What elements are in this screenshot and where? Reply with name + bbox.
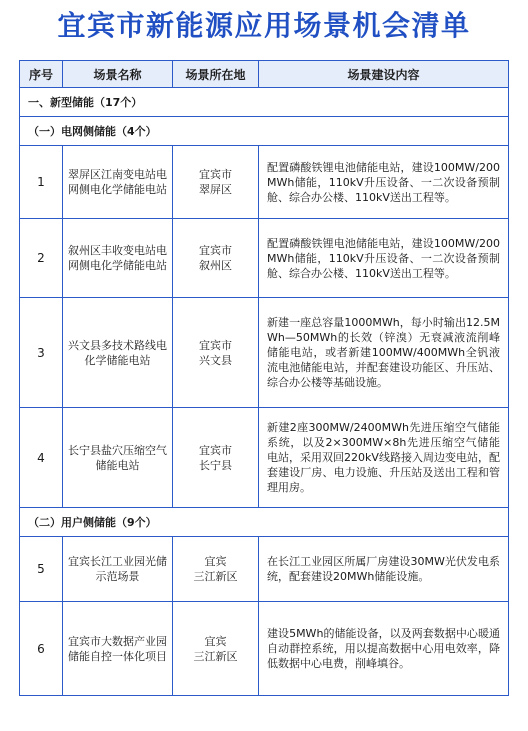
row-seq: 3 [20, 298, 63, 408]
table-row [20, 537, 509, 602]
table-row [20, 602, 509, 696]
row-seq: 5 [20, 537, 63, 602]
category-row [20, 88, 509, 117]
row-name: 兴文县多技术路线电化学储能电站 [63, 298, 173, 408]
row-content: 建设5MWh的储能设备，以及两套数据中心暖通自动群控系统，用以提高数据中心用电效率，降低数据中心电费，削峰填谷。 [259, 602, 509, 696]
row-content: 配置磷酸铁锂电池储能电站，建设100MW/200MWh储能，110kV升压设备、一二次设备预制舱、综合办公楼、110kV送出工程等。 [259, 146, 509, 219]
row-location [173, 537, 259, 602]
location-city: 宜宾 [204, 634, 227, 648]
location-district: 叙州区 [199, 259, 232, 272]
row-location [173, 408, 259, 508]
subcategory-label: （二）用户侧储能（9个） [20, 508, 509, 537]
row-name: 宜宾长江工业园光储示范场景 [63, 537, 173, 602]
table-row [20, 408, 509, 508]
header-location: 场景所在地 [173, 61, 259, 88]
location-district: 三江新区 [193, 649, 238, 663]
row-location [173, 298, 259, 408]
row-seq: 2 [20, 219, 63, 298]
location-district: 兴文县 [199, 353, 232, 367]
header-content: 场景建设内容 [259, 61, 509, 88]
table-row [20, 146, 509, 219]
row-location [173, 146, 259, 219]
location-city: 宜宾市 [199, 443, 232, 457]
row-name: 长宁县盐穴压缩空气储能电站 [63, 408, 173, 508]
subcategory-row [20, 508, 509, 537]
row-content: 新建一座总容量1000MWh，每小时输出12.5MWh—50MWh的长效（锌溴）无衰减液流削峰储能电站，或者新建100MW/400MWh全钒液流电池储能电站，并配套建设功能区、升压站、综合办公楼等基础设施。 [259, 298, 509, 408]
location-city: 宜宾市 [199, 244, 232, 257]
row-name: 翠屏区江南变电站电网侧电化学储能电站 [63, 146, 173, 219]
location-city: 宜宾市 [199, 168, 232, 181]
table-row [20, 298, 509, 408]
location-city: 宜宾 [204, 555, 227, 568]
table-header-row [20, 61, 509, 88]
location-district: 三江新区 [193, 570, 238, 583]
row-seq: 1 [20, 146, 63, 219]
scenario-table [19, 60, 509, 696]
row-name: 叙州区丰收变电站电网侧电化学储能电站 [63, 219, 173, 298]
location-district: 翠屏区 [199, 183, 232, 196]
table-row [20, 219, 509, 298]
row-seq: 6 [20, 602, 63, 696]
header-name: 场景名称 [63, 61, 173, 88]
location-city: 宜宾市 [199, 338, 232, 352]
subcategory-label: （一）电网侧储能（4个） [20, 117, 509, 146]
category-label: 一、新型储能（17个） [20, 88, 509, 117]
row-location [173, 602, 259, 696]
location-district: 长宁县 [199, 458, 232, 472]
row-location [173, 219, 259, 298]
page-title: 宜宾市新能源应用场景机会清单 [57, 9, 471, 42]
row-name: 宜宾市大数据产业园储能自控一体化项目 [63, 602, 173, 696]
subcategory-row [20, 117, 509, 146]
header-seq: 序号 [20, 61, 63, 88]
row-seq: 4 [20, 408, 63, 508]
row-content: 配置磷酸铁锂电池储能电站，建设100MW/200MWh储能，110kV升压设备、一二次设备预制舱、综合办公楼、110kV送出工程等。 [259, 219, 509, 298]
row-content: 新建2座300MW/2400MWh先进压缩空气储能系统，以及2×300MW×8h先进压缩空气储能电站，采用双回220kV线路接入周边变电站，配套建设厂房、电力设施、升压站及送出工程和管理用房。 [259, 408, 509, 508]
row-content: 在长江工业园区所属厂房建设30MW光伏发电系统，配套建设20MWh储能设施。 [259, 537, 509, 602]
